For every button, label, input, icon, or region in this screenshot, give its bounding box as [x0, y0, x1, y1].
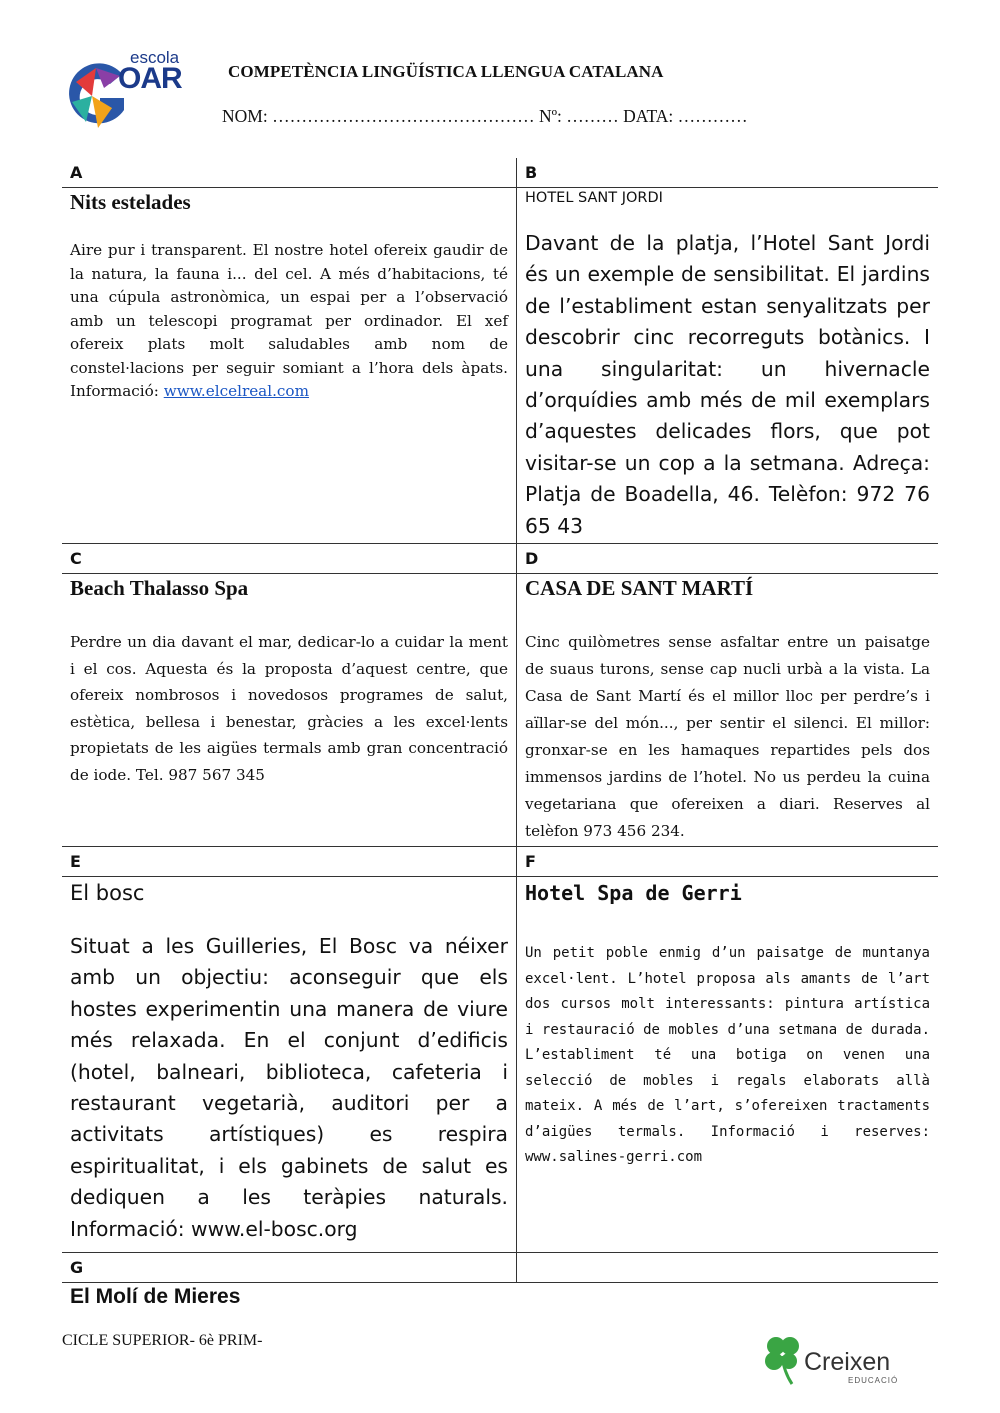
school-logo: [62, 48, 207, 138]
student-fields: NOM: ……………………………………… Nº: ……… DATA: …………: [222, 106, 748, 126]
card-c: [62, 574, 517, 847]
label-a: A: [62, 158, 517, 188]
card-a-body: [70, 239, 508, 404]
card-d-title: CASA DE SANT MARTÍ: [525, 576, 754, 600]
card-a-link[interactable]: www.elcelreal.com: [163, 382, 309, 400]
card-g: [62, 1283, 938, 1310]
card-f-body: Un petit poble enmig d’un paisatge de muntanya excel·lent. L’hotel proposa als amants de l’art dos cursos molt interessants: pintura artística i restauració de mobles d’una setmana de durada. L’establiment té una botiga on venen una selecció de mobles i regals elaborats allà mateix. A més de l’art, s’ofereixen tractaments d’aigües termals. Informació i reserves: www.salines-gerri.com: [525, 945, 930, 1165]
logo-word-escola: escola: [130, 48, 180, 67]
card-f: [517, 877, 939, 1253]
label-d: D: [517, 544, 939, 574]
card-a-title: Nits estelades: [70, 190, 191, 214]
label-empty: [517, 1253, 939, 1283]
card-f-title: Hotel Spa de Gerri: [525, 881, 742, 905]
label-f: F: [517, 847, 939, 877]
logo-word-oar: OAR: [118, 62, 182, 95]
card-b-body: Davant de la platja, l’Hotel Sant Jordi és un exemple de sensibilitat. El jardins de l’establiment estan senyalitzats per descobrir cinc recorreguts botànics. I una singularitat: un hivernacle d’orquídies amb més de mil exemplars d’aquestes delicades flors, que pot visitar-se un cop a la setmana. Adreça: Platja de Boadella, 46. Telèfon: 972 76 65 43: [525, 231, 930, 538]
card-b: [517, 188, 939, 544]
card-e-body: Situat a les Guilleries, El Bosc va néixer amb un objectiu: aconseguir que els hostes experimentin una manera de viure més relaxada. En el conjunt d’edificis (hotel, balneari, biblioteca, cafeteria i restaurant vegetarià, auditori per a activitats artístiques) es respira espiritualitat, i els gabinets de salut es dediquen a les teràpies naturals. Informació: www.el-bosc.org: [70, 934, 508, 1241]
card-e-title: El bosc: [70, 881, 145, 905]
label-e: E: [62, 847, 517, 877]
card-g-title: El Molí de Mieres: [70, 1285, 241, 1308]
label-b: B: [517, 158, 939, 188]
card-a-text: Aire pur i transparent. El nostre hotel ofereix gaudir de la natura, la fauna i... del cel. A més d’habitacions, té una cúpula astronòmica, un espai per a l’observació amb un telescopi programat per ordinador. El xef ofereix plats molt saludables amb nom de constel·lacions per seguir somiant a l’hora dels àpats. Informació:: [70, 241, 508, 400]
document-title: COMPETÈNCIA LINGÜÍSTICA LLENGUA CATALANA: [228, 62, 664, 81]
creixen-wordmark: Creixen: [804, 1348, 891, 1376]
footer-course: CICLE SUPERIOR- 6è PRIM-: [62, 1332, 263, 1349]
card-e: [62, 877, 517, 1253]
card-c-title: Beach Thalasso Spa: [70, 576, 249, 600]
card-d-body: Cinc quilòmetres sense asfaltar entre un paisatge de suaus turons, sense cap nucli urbà a la vista. La Casa de Sant Martí és el millor lloc per perdre’s i aïllar-se del món..., per sentir el silenci. El millor: gronxar-se en les hamaques repartides pels dos immensos jardins de l’hotel. No us perdeu la cuina vegetariana que ofereixen a diari. Reserves al telèfon 973 456 234.: [525, 633, 930, 840]
card-c-body: Perdre un dia davant el mar, dedicar-lo a cuidar la ment i el cos. Aquesta és la proposta d’aquest centre, que ofereix nombrosos i novedosos programes de salut, estètica, bellesa i benestar, gràcies a les excel·lents propietats de les aigües termals amb gran concentració de iode. Tel. 987 567 345: [70, 633, 508, 784]
clover-icon: [762, 1334, 804, 1386]
creixen-logo: [762, 1334, 907, 1390]
cards-table: [62, 158, 938, 1309]
label-g: G: [62, 1253, 517, 1283]
card-a: [62, 188, 517, 544]
card-d: [517, 574, 939, 847]
label-c: C: [62, 544, 517, 574]
creixen-subtitle: EDUCACIÓ: [848, 1376, 899, 1385]
card-b-title: HOTEL SANT JORDI: [525, 190, 663, 206]
